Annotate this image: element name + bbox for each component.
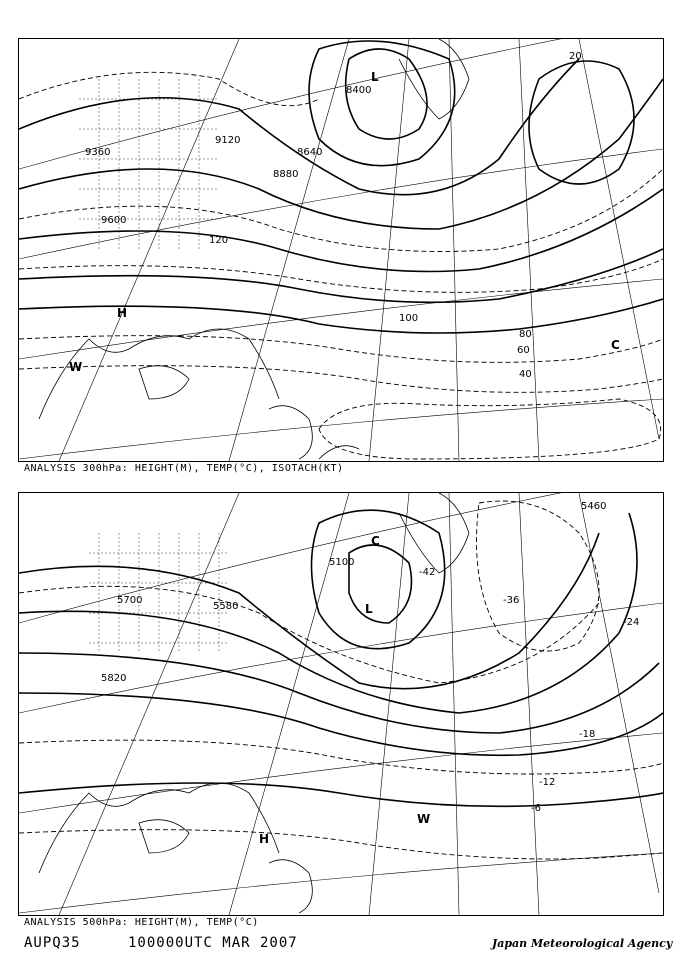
map-500hpa-canvas xyxy=(19,493,663,915)
height-label-8640: 8640 xyxy=(297,147,323,158)
isotach-contours xyxy=(19,72,663,459)
height-label-8400: 8400 xyxy=(346,85,372,96)
isotach-label-20: 20 xyxy=(569,51,582,62)
height-label-5700: 5700 xyxy=(117,595,143,606)
low-symbol: L xyxy=(365,602,373,616)
height-contours xyxy=(19,41,663,333)
height-label-5460: 5460 xyxy=(581,501,607,512)
warm-symbol: W xyxy=(417,812,431,826)
high-symbol: H xyxy=(259,832,270,846)
map-500hpa xyxy=(18,492,664,916)
temp-label-neg36: -36 xyxy=(503,595,520,606)
map-300hpa-canvas xyxy=(19,39,663,461)
hatched-area xyxy=(89,533,229,653)
height-label-9600: 9600 xyxy=(101,215,127,226)
height-label-8880: 8880 xyxy=(273,169,299,180)
temp-label-neg42: -42 xyxy=(419,567,436,578)
high-symbol: H xyxy=(117,306,128,320)
height-contours xyxy=(19,510,663,806)
isotach-label-60: 60 xyxy=(517,345,530,356)
bulletin-code: AUPQ35 xyxy=(24,935,81,951)
cold-symbol: C xyxy=(611,338,620,352)
height-label-9360: 9360 xyxy=(85,147,111,158)
graticule xyxy=(19,39,663,461)
temp-label-neg6: -6 xyxy=(531,803,541,814)
coastlines xyxy=(39,39,469,459)
isotach-label-100: 100 xyxy=(399,313,419,324)
analysis-time: 100000UTC MAR 2007 xyxy=(128,935,298,951)
low-symbol: L xyxy=(371,70,379,84)
isotach-label-40: 40 xyxy=(519,369,532,380)
temp-label-neg18: -18 xyxy=(579,729,596,740)
top-map-caption: ANALYSIS 300hPa: HEIGHT(M), TEMP(°C), ISOTACH(KT) xyxy=(24,463,344,474)
map-300hpa xyxy=(18,38,664,462)
warm-symbol: W xyxy=(69,360,83,374)
cold-symbol: C xyxy=(371,534,380,548)
agency-name: Japan Meteorological Agency xyxy=(492,937,673,950)
isotach-label-80: 80 xyxy=(519,329,532,340)
bottom-map-caption: ANALYSIS 500hPa: HEIGHT(M), TEMP(°C) xyxy=(24,917,259,928)
temp-label-neg24: -24 xyxy=(623,617,640,628)
height-label-9120: 9120 xyxy=(215,135,241,146)
height-label-5820: 5820 xyxy=(101,673,127,684)
isotach-label-120: 120 xyxy=(209,235,229,246)
height-label-5580: 5580 xyxy=(213,601,239,612)
height-label-5100: 5100 xyxy=(329,557,355,568)
temp-label-neg12: -12 xyxy=(539,777,556,788)
